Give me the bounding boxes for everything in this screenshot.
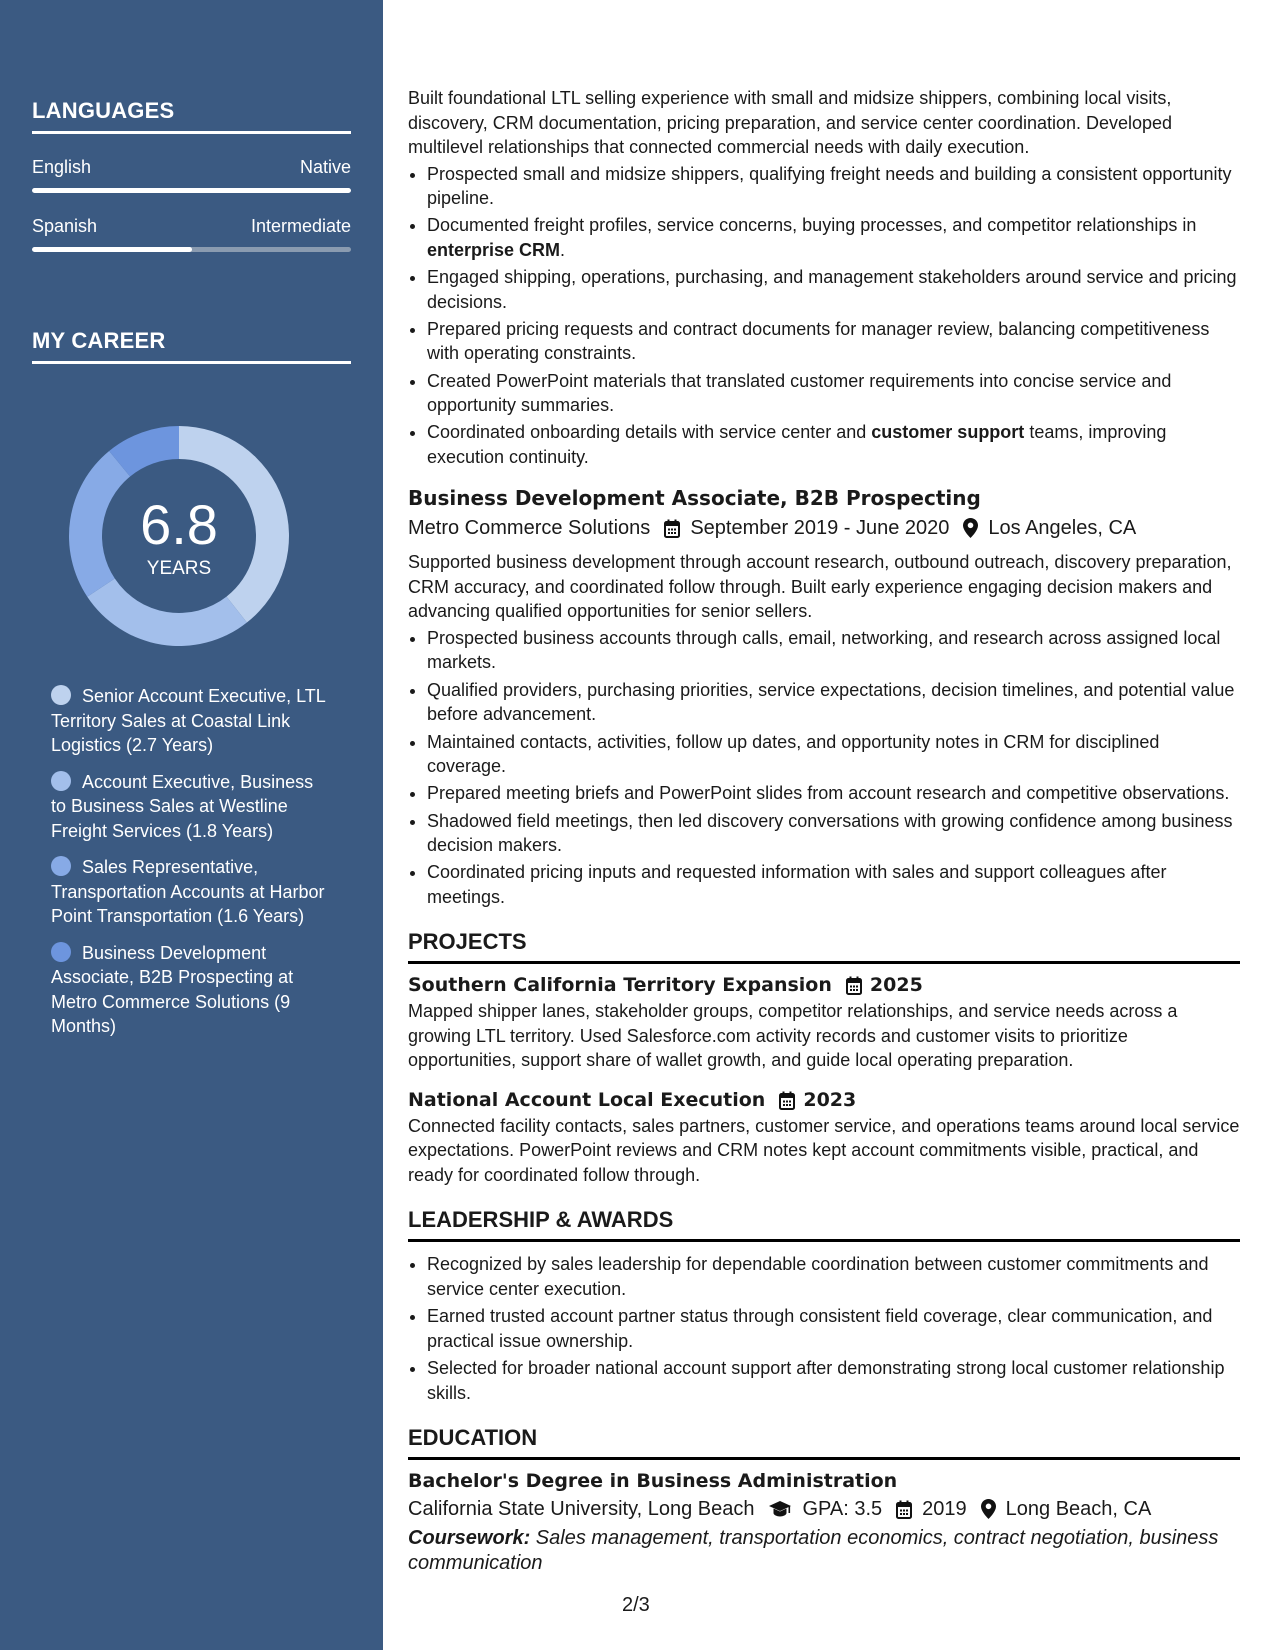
- bullet-text: Coordinated onboarding details with service center and: [427, 422, 872, 443]
- career-item-text: Account Executive, Business to Business Sales at Westline Freight Services (1.8 Years): [51, 771, 314, 841]
- career-color-dot: [51, 685, 71, 705]
- language-level: Intermediate: [250, 216, 351, 236]
- language-proficiency-fill: [32, 247, 192, 252]
- career-section: [32, 328, 351, 364]
- coursework-label: Coursework:: [408, 1527, 531, 1550]
- project-title: National Account Local Execution: [408, 1088, 766, 1111]
- job2-title: Business Development Associate, B2B Prospecting: [408, 486, 981, 511]
- calendar-icon: [896, 1500, 912, 1519]
- career-item-text: Business Development Associate, B2B Prospecting at Metro Commerce Solutions (9 Months): [51, 942, 294, 1036]
- project-title-row: [408, 972, 1240, 999]
- career-item: [51, 770, 331, 844]
- career-color-dot: [51, 942, 71, 962]
- job2-bullet: • Qualified providers, purchasing priorities, service expectations, decision timelines, and potential value before advancement.: [427, 678, 1240, 727]
- language-name: English: [32, 157, 92, 177]
- gpa: GPA: 3.5: [802, 1498, 883, 1521]
- calendar-icon: [779, 1091, 795, 1110]
- languages-section: [32, 98, 351, 252]
- calendar-icon: [664, 519, 680, 538]
- language-name: Spanish: [32, 216, 98, 236]
- job2-bullet: • Shadowed field meetings, then led discovery conversations with growing confidence among business decision makers.: [427, 809, 1240, 858]
- job2-summary: Supported business development through account research, outbound outreach, discovery preparation, CRM accuracy, and coordinated follow through. Built early experience engaging decision makers and advancing qualified opportunities for senior sellers.: [408, 552, 1232, 622]
- leadership-bullets: [408, 1252, 1240, 1405]
- leadership-bullet: • Selected for broader national account support after demonstrating strong local customer relationship skills.: [427, 1356, 1240, 1405]
- bullet-emphasis: customer support: [871, 422, 1025, 443]
- career-title: MY CAREER: [32, 328, 351, 364]
- language-row: [32, 156, 351, 178]
- bullet-text: .: [560, 239, 566, 260]
- education-heading: EDUCATION: [408, 1425, 1240, 1460]
- project-description: Mapped shipper lanes, stakeholder groups, competitor relationships, and service needs across a growing LTL territory. Used Salesforce.com activity records and customer visits to prioritize opportunities, support share of wallet growth, and guide local operating preparation.: [408, 1001, 1178, 1071]
- bullet-emphasis: enterprise CRM: [427, 239, 561, 260]
- map-pin-icon: [981, 1499, 996, 1519]
- job1-bullet: • Created PowerPoint materials that translated customer requirements into concise service and opportunity summaries.: [427, 369, 1240, 418]
- job1-bullet: [427, 420, 1240, 469]
- leadership-heading: LEADERSHIP & AWARDS: [408, 1207, 1240, 1242]
- language-proficiency-fill: [32, 188, 351, 193]
- job2-bullet: • Prepared meeting briefs and PowerPoint slides from account research and competitive observations.: [427, 781, 1240, 806]
- coursework: [408, 1526, 1240, 1575]
- project-year: 2025: [869, 974, 923, 997]
- degree-title: Bachelor's Degree in Business Administration: [408, 1470, 898, 1493]
- project-year: 2023: [803, 1088, 857, 1111]
- job1-bullets: [408, 162, 1240, 470]
- page-number: 2/3: [622, 1594, 650, 1616]
- job2-bullet: • Prospected business accounts through calls, email, networking, and research across assigned local markets.: [427, 626, 1240, 675]
- leadership-bullet: • Earned trusted account partner status through consistent field coverage, clear communication, and practical issue ownership.: [427, 1304, 1240, 1353]
- job2-dates: September 2019 - June 2020: [690, 517, 950, 540]
- graduation-year: 2019: [922, 1498, 967, 1521]
- project-title-row: [408, 1087, 1240, 1114]
- job2-meta: [408, 514, 1240, 542]
- education-meta: [408, 1495, 1240, 1523]
- job1-bullet: [427, 213, 1240, 262]
- main-content: [408, 86, 1240, 1575]
- career-item: [51, 941, 331, 1039]
- language-proficiency-bar: [32, 247, 351, 252]
- job2-company: Metro Commerce Solutions: [408, 517, 651, 540]
- job1-bullet: • Prospected small and midsize shippers, qualifying freight needs and building a consistent opportunity pipeline.: [427, 162, 1240, 211]
- career-item: [51, 855, 331, 929]
- job1-bullet: • Engaged shipping, operations, purchasing, and management stakeholders around service and pricing decisions.: [427, 265, 1240, 314]
- coursework-list: Sales management, transportation economics, contract negotiation, business communication: [408, 1527, 1219, 1574]
- school-location: Long Beach, CA: [1005, 1498, 1152, 1521]
- career-total-years: 6.8: [140, 493, 218, 556]
- career-item-text: Senior Account Executive, LTL Territory Sales at Coastal Link Logistics (2.7 Years): [51, 686, 326, 755]
- donut-center: [66, 423, 292, 649]
- job2-bullets: [408, 626, 1240, 909]
- language-proficiency-bar: [32, 188, 351, 193]
- job2-bullet: • Maintained contacts, activities, follow up dates, and opportunity notes in CRM for disciplined coverage.: [427, 730, 1240, 779]
- sidebar: [0, 0, 383, 1650]
- projects-heading: PROJECTS: [408, 929, 1240, 964]
- school-name: California State University, Long Beach: [408, 1498, 755, 1521]
- career-color-dot: [51, 856, 71, 876]
- job2-bullet: • Coordinated pricing inputs and requested information with sales and support colleagues after meetings.: [427, 860, 1240, 909]
- graduation-cap-icon: [768, 1500, 792, 1518]
- bullet-text: teams, improving execution continuity.: [427, 422, 1167, 467]
- languages-title: LANGUAGES: [32, 98, 351, 134]
- language-list: [32, 156, 351, 252]
- job1-summary: Built foundational LTL selling experience with small and midsize shippers, combining local visits, discovery, CRM documentation, pricing preparation, and service center coordination. Developed multilevel relationships that connected commercial needs with daily execution.: [408, 88, 1173, 157]
- career-list: [51, 684, 331, 1051]
- job1-bullet: • Prepared pricing requests and contract documents for manager review, balancing competitiveness with operating constraints.: [427, 317, 1240, 366]
- calendar-icon: [846, 976, 862, 995]
- career-item-text: Sales Representative, Transportation Accounts at Harbor Point Transportation (1.6 Years): [51, 857, 325, 926]
- project-description: Connected facility contacts, sales partners, customer service, and operations teams around local service expectations. PowerPoint reviews and CRM notes kept account commitments visible, practical, and ready for coordinated follow through.: [408, 1115, 1240, 1185]
- language-row: [32, 215, 351, 237]
- career-item: [51, 684, 331, 758]
- language-level: Native: [299, 157, 351, 177]
- map-pin-icon: [963, 518, 978, 538]
- career-years-label: YEARS: [146, 558, 212, 579]
- bullet-text: Documented freight profiles, service concerns, buying processes, and competitor relationships in: [427, 215, 1197, 236]
- leadership-bullet: • Recognized by sales leadership for dependable coordination between customer commitments and service center execution.: [427, 1252, 1240, 1301]
- career-color-dot: [51, 771, 71, 791]
- job2-location: Los Angeles, CA: [988, 517, 1137, 540]
- project-title: Southern California Territory Expansion: [408, 974, 832, 997]
- career-donut-chart: [66, 423, 292, 649]
